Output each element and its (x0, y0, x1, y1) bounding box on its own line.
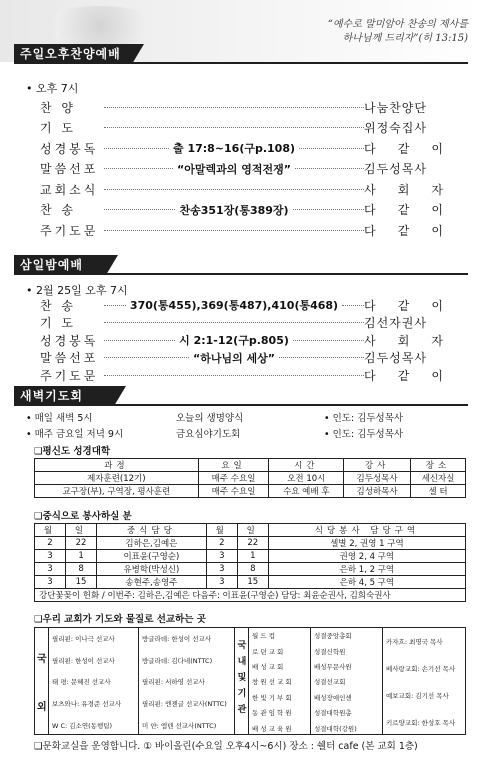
order-row (40, 331, 444, 349)
lunch-heading: ❑중식으로 봉사하실 분 (34, 511, 132, 522)
column-header: 요일 (198, 459, 269, 472)
order-person: 다 같 이 (364, 368, 444, 383)
order-detail: 370(통455),369(통487),410(통468) (126, 297, 342, 313)
order-detail: 시 2:1-12(구p.805) (175, 332, 293, 348)
table-row (35, 576, 466, 589)
mission-entry: 배성장애인센 (314, 693, 352, 702)
missions-column-2 (139, 628, 235, 734)
daily-program: 오늘의 생명양식 (176, 413, 244, 424)
domestic-label-column (235, 628, 249, 734)
order-person: 김두성목사 (364, 351, 427, 365)
order-label: 교회소식 (40, 182, 99, 197)
table-row (35, 485, 466, 498)
order-detail: “하나님의 세상” (189, 350, 279, 366)
mission-entry: 예보교회: 김기선 목사 (386, 692, 449, 700)
table-cell: 15 (237, 576, 268, 589)
mission-entry: 태 평: 문혜진 선교사 (52, 678, 111, 687)
table-cell: 이표윤(구영순) (97, 550, 207, 563)
table-cell: 22 (237, 537, 268, 550)
order-label: 찬 양 (40, 100, 76, 115)
mission-entry: 동 관 임 학 원 (252, 709, 292, 718)
scripture-quote (228, 18, 468, 46)
dawn-prayer-friday (26, 426, 466, 440)
mission-entry: 월 드 컵 (252, 632, 275, 641)
lunch-header-row (35, 524, 466, 537)
table-cell: 교구장(부), 구역장, 평사훈련 (35, 485, 199, 498)
order-person: 다 같 이 (364, 141, 444, 156)
column-header: 식당봉사 담당구역 (268, 524, 465, 537)
order-row (40, 119, 444, 137)
table-cell: 은하 4, 5 구역 (268, 576, 465, 589)
section-divider (14, 273, 468, 275)
order-leader-dots (104, 332, 364, 348)
wednesday-service-title: 삼일밤예배 (14, 255, 106, 275)
mission-entry: 배성무문사원 (314, 663, 352, 672)
table-cell: 2 (35, 537, 66, 550)
mission-entry: 미 얀: 엠텐 선교사(NTTC) (142, 721, 217, 730)
order-row (40, 160, 444, 178)
table-row (35, 472, 466, 485)
order-row (40, 366, 444, 384)
dawn-prayer-daily (26, 410, 466, 424)
missions-column-4 (311, 628, 383, 734)
table-cell: 22 (66, 537, 97, 550)
quote-line-2: 하나님께 드리자”(히 13:15) (342, 33, 468, 44)
mission-entry: 방글라데: 김다네(NTTC) (142, 656, 213, 665)
table-row (35, 537, 466, 550)
order-person: 김두성목사 (364, 162, 427, 176)
friday-time: • 매주 금요일 저녁 9시 (26, 429, 124, 440)
order-leader-dots (104, 375, 364, 376)
order-detail: “아말렉과의 영적전쟁” (173, 161, 295, 177)
missions-column-3 (249, 628, 311, 734)
mission-entry: 성결신학원 (314, 647, 346, 656)
sunday-service-time: • 오후 7시 (26, 82, 79, 95)
mission-entry: 카자흐: 최명국 목사 (386, 638, 443, 646)
quote-line-1: “예수로 말미암아 찬송의 제사를 (327, 19, 468, 30)
order-leader-dots (104, 297, 364, 313)
table-row (35, 563, 466, 576)
table-row (35, 550, 466, 563)
order-leader-dots (104, 189, 364, 190)
order-row (40, 296, 444, 314)
order-row (40, 139, 444, 157)
missions-side-column (35, 628, 49, 734)
side-label-bottom: 외 (37, 702, 47, 713)
column-header: 강사 (344, 459, 411, 472)
order-leader-dots (104, 350, 364, 366)
mission-entry: W C: 김소연(동행팀) (52, 721, 113, 730)
table-cell: 1 (237, 550, 268, 563)
table-cell: 매주 수요일 (198, 485, 269, 498)
mission-entry: 필리핀: 서하영 선교사 (142, 678, 205, 687)
order-leader-dots (104, 140, 364, 156)
order-leader-dots (104, 202, 364, 218)
table-cell: 제자훈련(12기) (35, 472, 199, 485)
table-cell: 김성하목사 (344, 485, 411, 498)
table-cell: 15 (66, 576, 97, 589)
column-header: 시간 (269, 459, 344, 472)
section-divider (14, 404, 468, 406)
order-person: 사 회 자 (364, 333, 444, 348)
order-person: 사 회 자 (364, 182, 444, 197)
table-cell: 수요 예배 후 (269, 485, 344, 498)
mission-entry: 성결중앙총회 (314, 632, 352, 641)
daily-time: • 매일 새벽 5시 (26, 413, 93, 424)
order-detail: 찬송351장(통389장) (175, 202, 292, 218)
table-cell: 1 (66, 550, 97, 563)
order-label: 말씀선포 (40, 162, 99, 176)
order-person: 나눔찬양단 (364, 100, 427, 115)
missions-column-1 (49, 628, 139, 734)
mission-entry: 배 성 교 육 원 (252, 724, 292, 733)
mission-entry: 성결대학(강원) (314, 724, 357, 733)
order-person: 위정숙집사 (364, 121, 427, 135)
table-cell: 3 (35, 563, 66, 576)
order-row (40, 349, 444, 367)
table-cell: 김하은,김예은 (97, 537, 207, 550)
daily-leader: • 인도: 김두성목사 (324, 413, 404, 424)
mission-entry: 필리핀: 한성이 선교사 (52, 656, 115, 665)
order-leader-dots (104, 161, 364, 177)
wednesday-service-time: • 2월 25일 오후 7시 (26, 284, 128, 297)
mission-entry: 필리핀: 엔젠글 선교사(NTTC) (142, 700, 227, 709)
order-leader-dots (104, 127, 364, 128)
order-row (40, 98, 444, 116)
table-cell: 셀 터 (411, 485, 466, 498)
table-cell: 3 (35, 550, 66, 563)
order-label: 성경봉독 (40, 333, 99, 348)
order-row (40, 221, 444, 239)
missions-column-5 (383, 628, 467, 734)
table-cell: 권영 2, 4 구역 (268, 550, 465, 563)
order-person: 다 같 이 (364, 223, 444, 238)
lunch-table (34, 523, 466, 602)
table-cell: 3 (206, 563, 237, 576)
missions-heading: ❑우리 교회가 기도와 물질로 선교하는 곳 (34, 614, 206, 625)
column-header: 중식담당 (97, 524, 207, 537)
table-cell: 김두성목사 (344, 472, 411, 485)
order-label: 성경봉독 (40, 141, 99, 156)
training-header-row (35, 459, 466, 472)
order-person: 다 같 이 (364, 203, 444, 217)
table-cell: 세신자실 (411, 472, 466, 485)
order-label: 주기도문 (40, 368, 99, 383)
order-label: 찬 송 (40, 298, 76, 313)
mission-entry: 키르양교회: 한성호 목사 (386, 719, 456, 727)
table-cell: 송현주,송영주 (97, 576, 207, 589)
mission-entry: 베사랑교회: 손기선 목사 (386, 665, 456, 673)
table-cell: 8 (66, 563, 97, 576)
table-cell: 매주 수요일 (198, 472, 269, 485)
table-cell: 3 (35, 576, 66, 589)
column-header: 과정 (35, 459, 199, 472)
mission-entry: 보츠와나: 유경준 선교사 (52, 700, 122, 709)
order-detail: 출 17:8~16(구p.108) (169, 140, 299, 156)
table-cell: 3 (206, 576, 237, 589)
table-cell: 3 (206, 550, 237, 563)
training-heading: ❑평신도 성경대학 (34, 446, 111, 457)
table-cell: 유병학(박성신) (97, 563, 207, 576)
order-row (40, 314, 444, 332)
mission-entry: 창 원 선 교 회 (252, 678, 292, 687)
culture-class-note: ❑문화교실을 운영합니다. ① 바이올린(수요일 오후4시~6시) 장소 : 쉘터 cafe (본 교회 1층) (34, 741, 418, 752)
table-cell: 셀별 2, 권영 1 구역 (268, 537, 465, 550)
mission-entry: 방글라데: 한성이 선교사 (142, 635, 212, 644)
table-cell: 오전 10시 (269, 472, 344, 485)
column-header: 장소 (411, 459, 466, 472)
order-leader-dots (104, 322, 364, 323)
column-header: 일 (237, 524, 268, 537)
mission-entry: 필리핀: 이나극 선교사 (52, 635, 115, 644)
order-label: 기 도 (40, 316, 76, 330)
flower-offering-note: 강단꽃꽂이 헌화 / 이번주: 김하은,김예은 다음주: 이표윤(구영순) 담당: 최윤순권사, 김희숙권사 (35, 589, 466, 602)
mission-entry: 배 성 교 회 (252, 663, 284, 672)
section-divider (14, 62, 468, 64)
friday-leader: • 인도: 김두성목사 (324, 429, 404, 440)
order-label: 찬 송 (40, 203, 76, 217)
order-label: 주기도문 (40, 223, 99, 238)
dawn-prayer-title: 새벽기도회 (14, 386, 114, 406)
side-label-top: 국 (37, 654, 47, 665)
friday-program: 금요심야기도회 (176, 429, 241, 440)
mission-entry: 성결선교회 (314, 678, 346, 687)
training-table (34, 458, 466, 498)
order-row (40, 201, 444, 219)
mission-entry: 성결대학원총 (314, 709, 352, 718)
missions-grid (34, 627, 466, 735)
order-person: 김선자권사 (364, 316, 427, 330)
domestic-label: 국내및기관 (237, 641, 247, 715)
column-header: 월 (35, 524, 66, 537)
order-label: 기 도 (40, 121, 76, 135)
column-header: 월 (206, 524, 237, 537)
order-leader-dots (104, 230, 364, 231)
column-header: 일 (66, 524, 97, 537)
order-label: 말씀선포 (40, 351, 99, 365)
order-row (40, 180, 444, 198)
sunday-service-title: 주일오후찬양예배 (14, 44, 132, 64)
mission-entry: 로 뎐 교 회 (252, 647, 284, 656)
order-leader-dots (104, 107, 364, 108)
table-cell: 은하 1, 2 구역 (268, 563, 465, 576)
table-cell: 2 (206, 537, 237, 550)
mission-entry: 한 빛 기 부 회 (252, 693, 292, 702)
table-cell: 8 (237, 563, 268, 576)
order-person: 다 같 이 (364, 298, 444, 313)
